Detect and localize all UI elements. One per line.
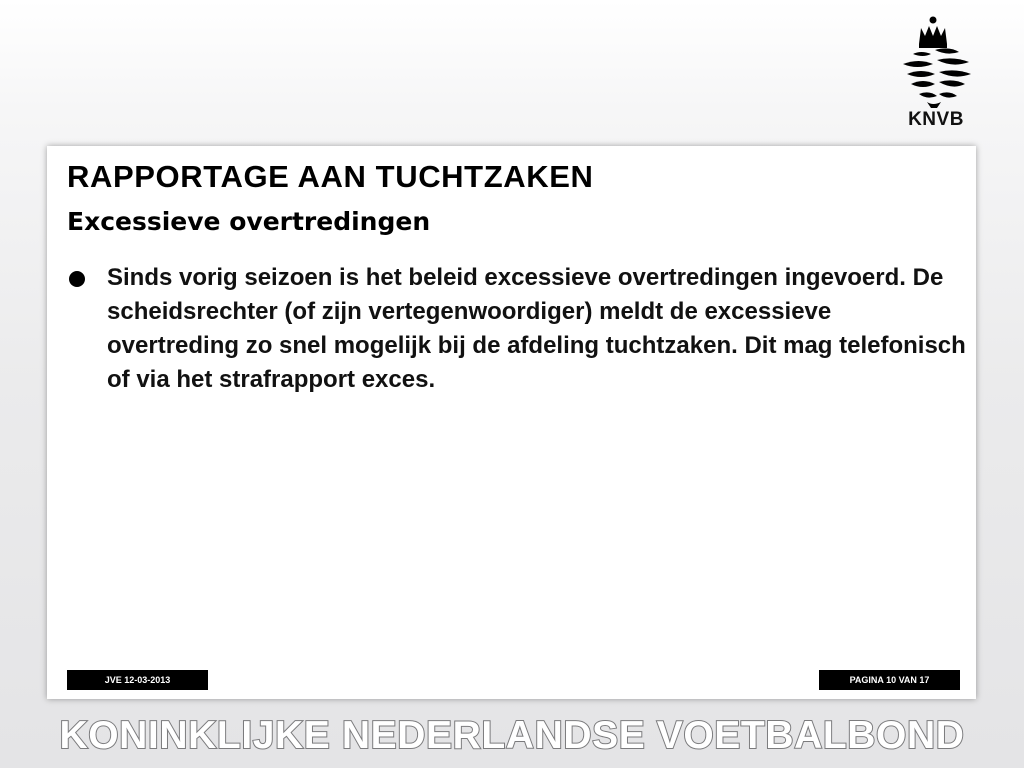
logo-text: KNVB <box>908 109 964 130</box>
footer-author-date: JVE 12-03-2013 <box>67 670 208 690</box>
footer-page-number: PAGINA 10 VAN 17 <box>819 670 960 690</box>
bullet-text: Sinds vorig seizoen is het beleid excessieve overtredingen ingevoerd. De scheidsrechter (of zijn vertegenwoordiger) meldt de excessieve overtreding zo snel mogelijk bij de afdeling tuchtzaken. Dit mag telefonisch of via het strafrapport exces. <box>107 264 966 393</box>
bullet-item <box>67 261 967 397</box>
organization-name: KONINKLIJKE NEDERLANDSE VOETBALBOND <box>59 714 965 757</box>
slide-subtitle: Excessieve overtredingen <box>67 207 431 236</box>
bullet-dot-icon <box>69 271 85 287</box>
knvb-logo <box>893 14 979 134</box>
slide-content <box>47 146 976 699</box>
slide-title: RAPPORTAGE AAN TUCHTZAKEN <box>67 159 594 194</box>
knvb-lion-crown-icon <box>893 14 979 110</box>
bullet-list <box>67 261 967 397</box>
